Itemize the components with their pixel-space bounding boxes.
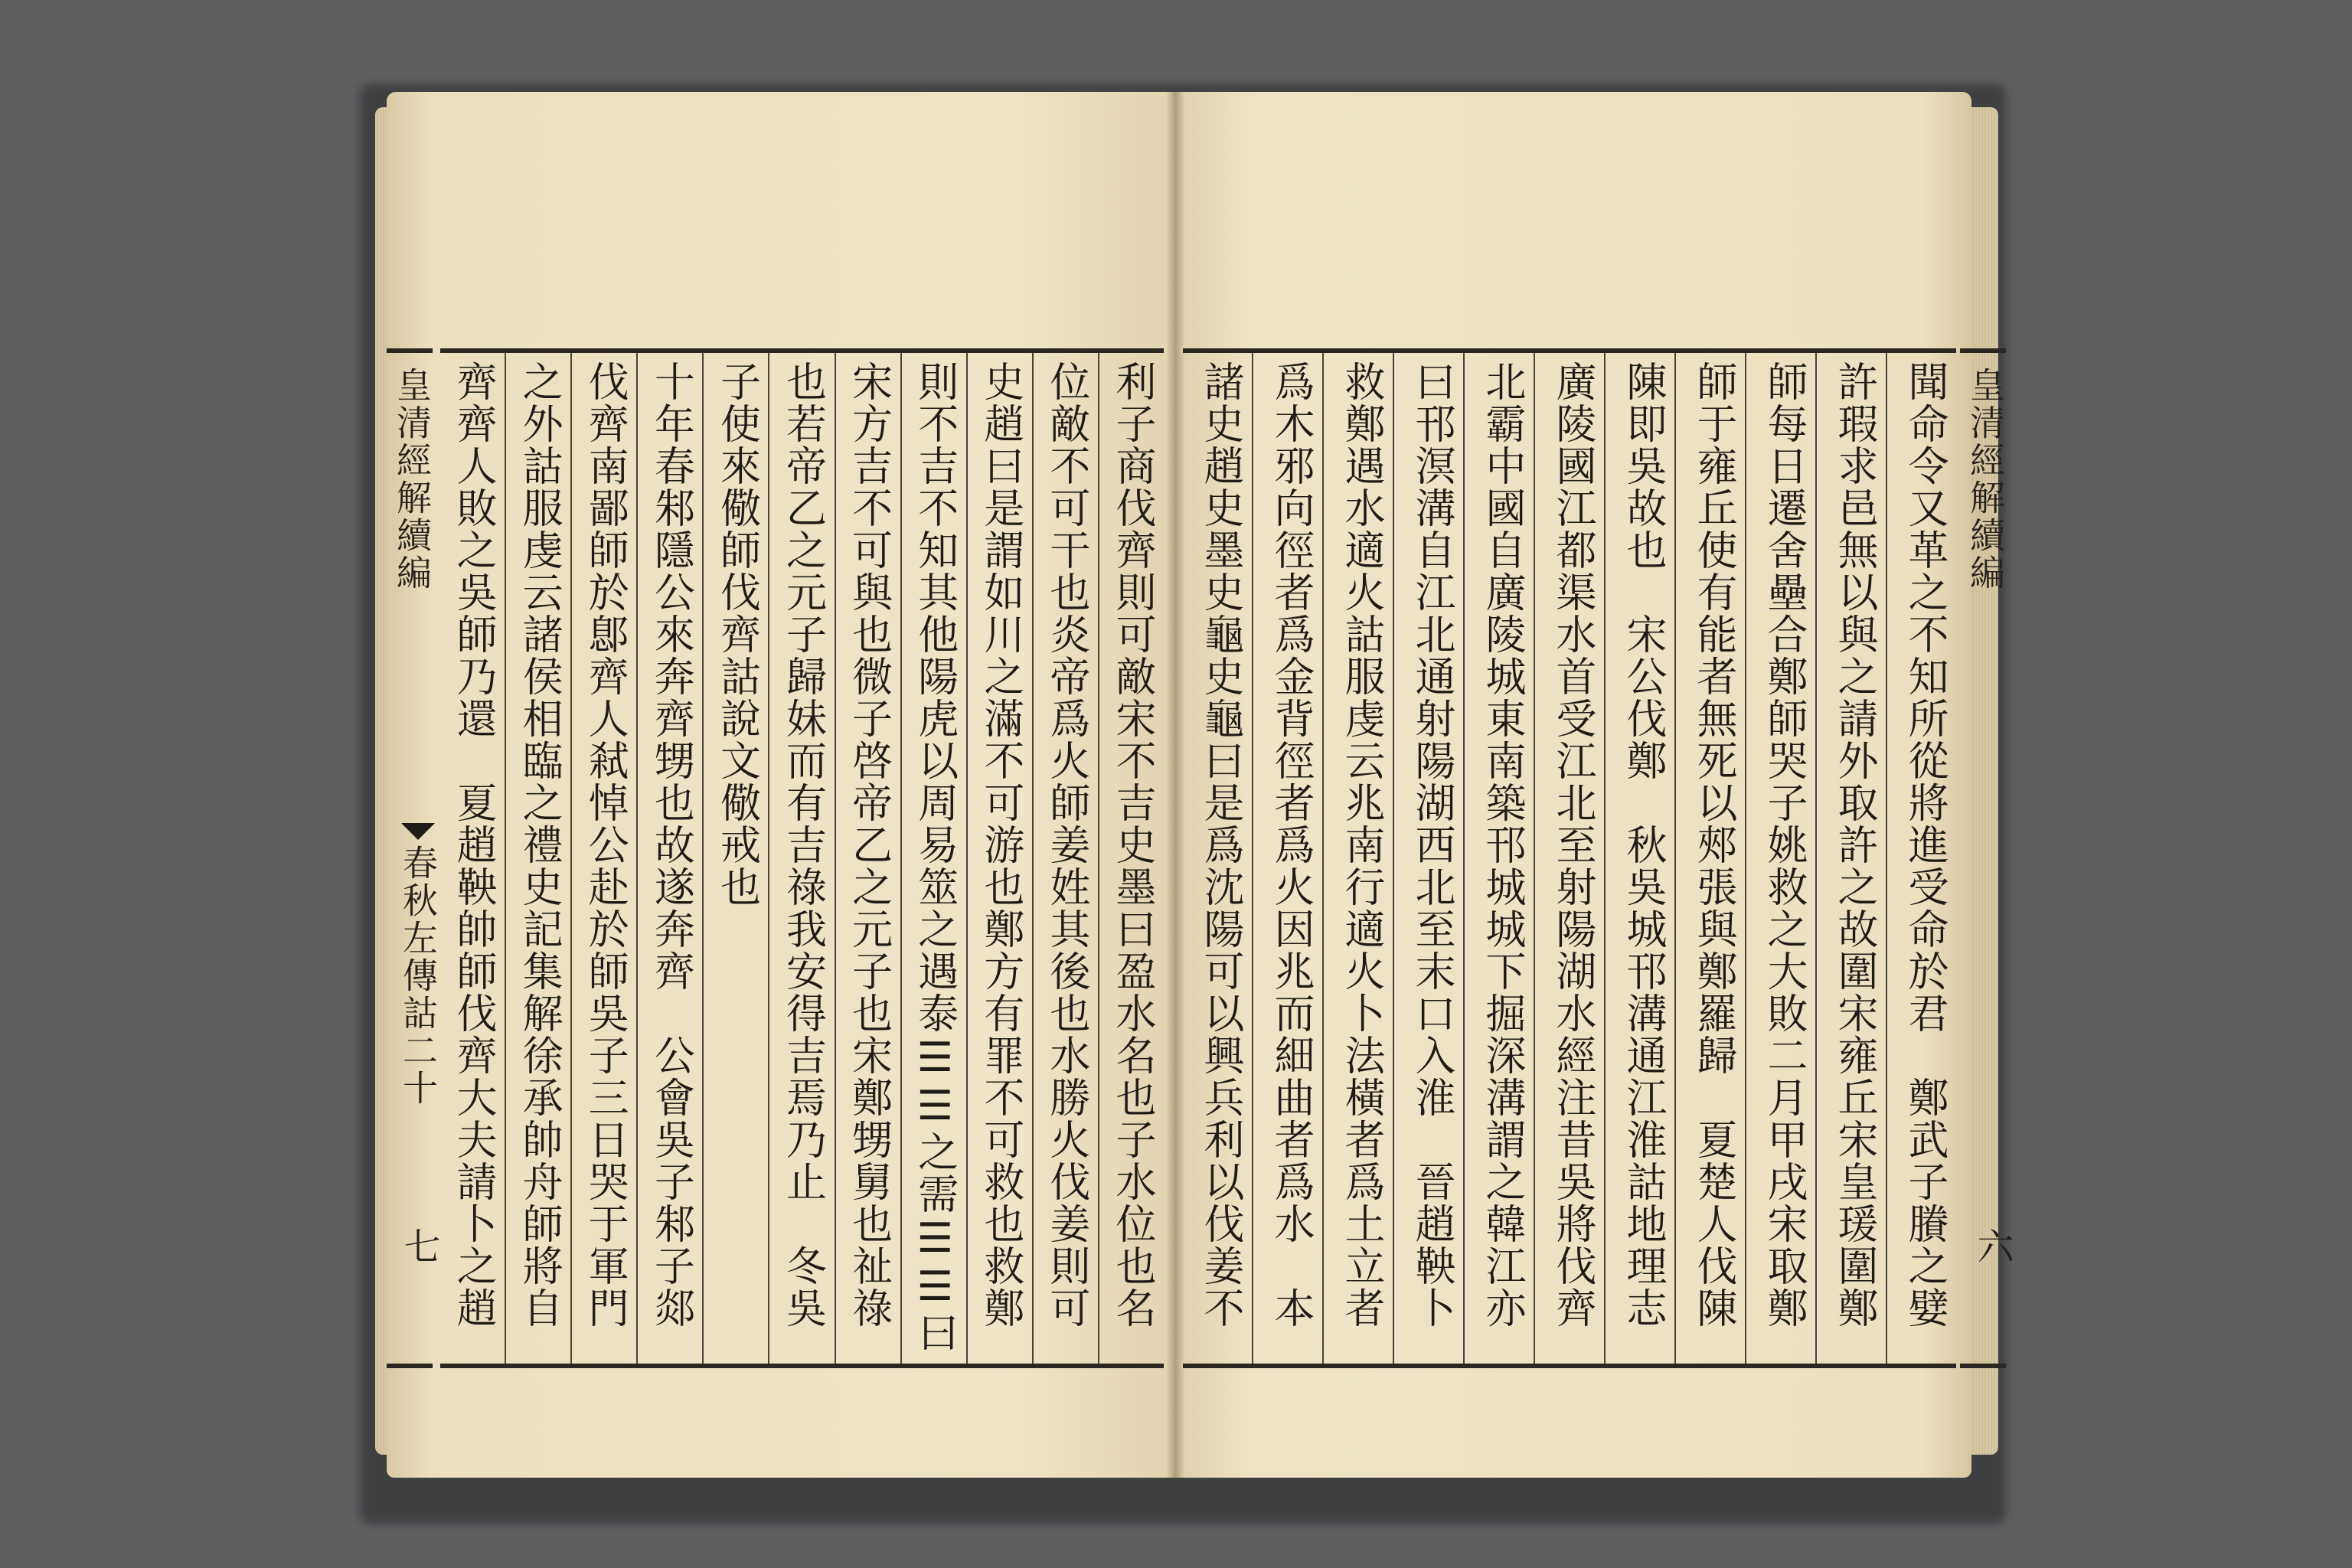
text-column: 史趙曰是謂如川之滿不可游也鄭方有罪不可救也救鄭	[966, 353, 1032, 1364]
text-column: 師每日遷舍壘合鄭師哭子姚救之大敗二月甲戌宋取鄭	[1745, 353, 1815, 1364]
text-column: 廣陵國江都渠水首受江北至射陽湖水經注昔吳將伐齊	[1534, 353, 1604, 1364]
book-gutter	[1166, 92, 1184, 1478]
text-column: 之外詁服虔云諸侯相臨之禮史記集解徐承帥舟師將自	[505, 353, 570, 1364]
right-page-text-frame	[1183, 348, 1956, 1368]
text-column: 伐齊南鄙師於鄎齊人弒悼公赴於師吳子三日哭于軍門	[570, 353, 636, 1364]
right-page-columns	[1183, 353, 1956, 1364]
text-column: 宋方吉不可與也微子啓帝乙之元子也宋鄭甥舅也祉祿	[835, 353, 900, 1364]
text-column: 諸史趙史墨史龜史龜曰是爲沈陽可以興兵利以伐姜不	[1197, 361, 1244, 1329]
left-fold-margin	[387, 348, 440, 1368]
text-column: 也若帝乙之元子歸妹而有吉祿我安得吉焉乃止 冬吳	[768, 353, 834, 1364]
left-spine-title: 皇清經解續編	[391, 367, 433, 592]
text-column: 利子商伐齊則可敵宋不吉史墨曰盈水名也子水位也名	[1098, 353, 1164, 1364]
text-column: 救鄭遇水適火詁服虔云兆南行適火卜法橫者爲土立者	[1322, 353, 1393, 1364]
text-column: 陳即吳故也 宋公伐鄭 秋吳城邗溝通江淮詁地理志	[1604, 353, 1674, 1364]
text-column: 師于雍丘使有能者無死以郟張與鄭羅歸 夏楚人伐陳	[1674, 353, 1745, 1364]
right-page-number: 六	[1971, 1227, 2014, 1264]
text-column: 爲木邪向徑者爲金背徑者爲火因兆而細曲者爲水 本	[1252, 353, 1322, 1364]
text-column: 北霸中國自廣陵城東南築邗城城下掘深溝謂之韓江亦	[1463, 353, 1534, 1364]
text-column: 聞命令又革之不知所從將進受命於君 鄭武子賸之嬖	[1886, 353, 1956, 1364]
left-page-number: 七	[397, 1227, 440, 1264]
text-column: 則不吉不知其他陽虎以周易筮之遇泰☰☰之需☰☰曰	[900, 353, 966, 1364]
text-column: 位敵不可干也炎帝爲火師姜姓其後也水勝火伐姜則可	[1032, 353, 1098, 1364]
left-page-text-frame	[440, 348, 1164, 1368]
text-column: 許瑕求邑無以與之請外取許之故圍宋雍丘宋皇瑗圍鄭	[1815, 353, 1886, 1364]
text-column: 子使來儆師伐齊詁說文儆戒也	[702, 353, 768, 1364]
right-spine-title: 皇清經解續編	[1965, 367, 2006, 592]
fish-tail-mark-icon	[401, 823, 435, 840]
right-fold-margin	[1960, 348, 2014, 1368]
left-spine-section: 春秋左傳詁二十	[393, 805, 443, 1107]
left-page-columns	[440, 353, 1164, 1364]
text-column: 曰邗溟溝自江北通射陽湖西北至末口入淮 晉趙鞅卜	[1393, 353, 1463, 1364]
text-column: 齊齊人敗之吳師乃還 夏趙鞅帥師伐齊大夫請卜之趙	[450, 361, 498, 1329]
text-column: 十年春邾隱公來奔齊甥也故遂奔齊 公會吳子邾子郯	[636, 353, 702, 1364]
